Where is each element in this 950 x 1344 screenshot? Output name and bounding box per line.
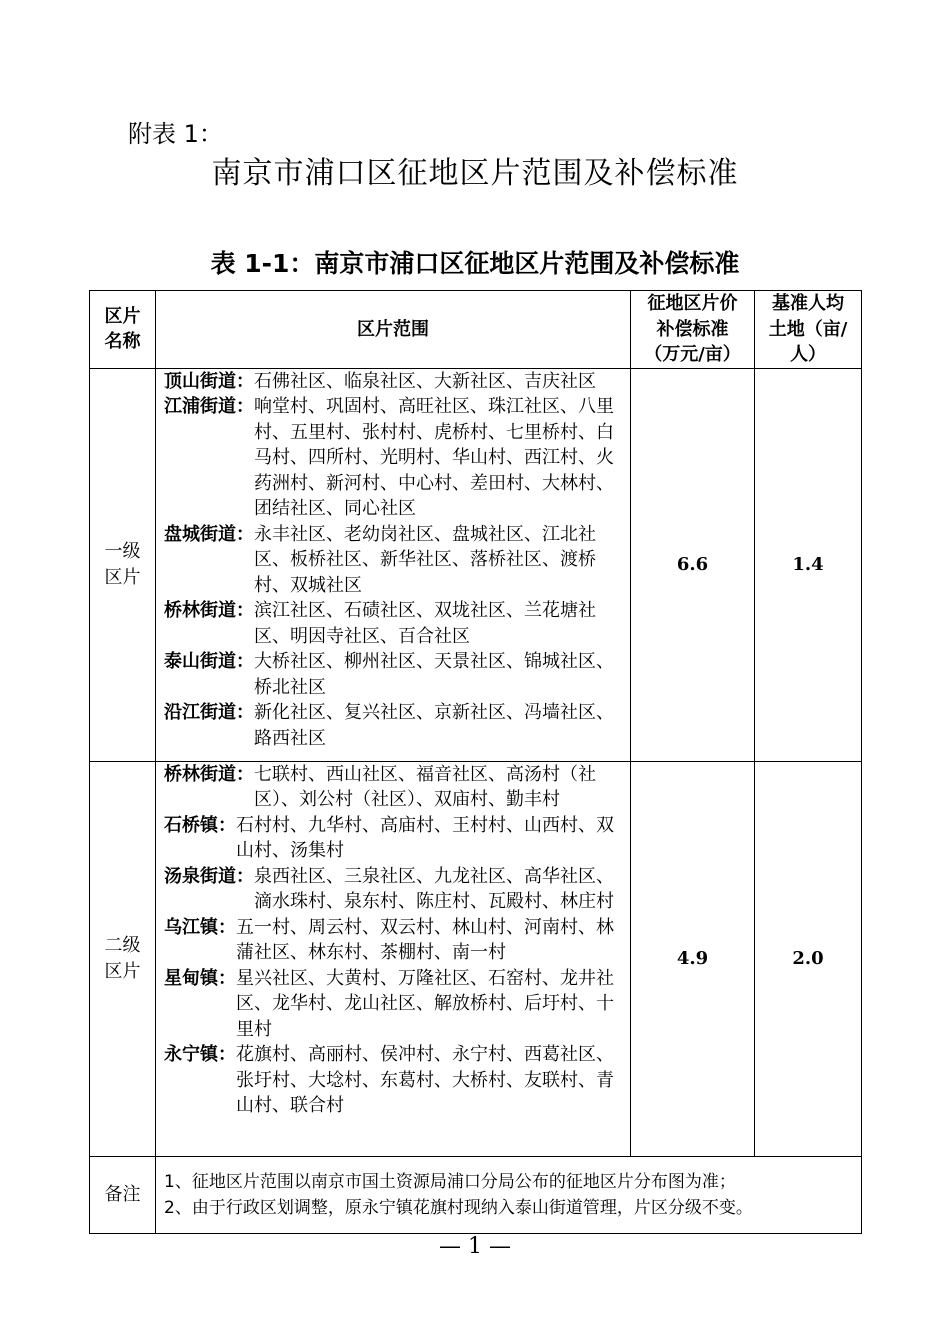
remarks-content [156,1156,862,1233]
zone-name-cell: 二级区片 [90,761,156,1156]
street-places: 永丰社区、老幼岗社区、盘城社区、江北社区、板桥社区、新华社区、落桥社区、渡桥村、双城社区 [254,523,596,596]
street-name: 江浦街道： [164,396,254,417]
street-entry [164,966,624,1043]
zone-range-cell [156,368,631,761]
zone-name-cell: 一级区片 [90,368,156,761]
compensation-value: 6.6 [631,368,755,761]
street-name: 泰山街道： [164,651,254,672]
street-places: 新化社区、复兴社区、京新社区、冯墙社区、路西社区 [254,702,614,749]
street-entry [164,394,624,522]
street-entry [164,649,624,700]
street-entry [164,522,624,599]
street-entry [164,915,624,966]
street-name: 汤泉街道： [164,865,254,887]
street-entry [164,1042,624,1119]
remarks-row [90,1156,862,1233]
street-name: 乌江镇： [164,916,236,938]
street-places: 响堂村、巩固村、高旺社区、珠江社区、八里村、五里村、张村村、虎桥村、七里桥村、白马村、四所村、光明村、华山村、西江村、火药洲村、新河村、中心村、差田村、大林村、团结社区、同心社区 [254,396,614,519]
street-entry [164,700,624,751]
remark-line: 2、由于行政区划调整，原永宁镇花旗村现纳入泰山街道管理，片区分级不变。 [164,1197,753,1218]
page-title: 南京市浦口区征地区片范围及补偿标准 [211,156,739,191]
street-entry [164,598,624,649]
street-places: 五一村、周云村、双云村、林山村、河南村、林蒲社区、林东村、茶棚村、南一村 [236,916,614,963]
street-name: 桥林街道： [164,600,254,621]
street-places: 大桥社区、柳州社区、天景社区、锦城社区、桥北社区 [254,651,614,698]
header-compensation: 征地区片价补偿标准（万元/亩） [631,291,755,369]
page-number: — 1 — [439,1234,511,1259]
street-entry [164,762,624,813]
remarks-label: 备注 [90,1156,156,1233]
street-name: 永宁镇： [164,1044,236,1065]
header-zone-name: 区片名称 [90,291,156,369]
street-entry [164,369,624,395]
street-places: 星兴社区、大黄村、万隆社区、石窑村、龙井社区、龙华村、龙山社区、解放桥村、后圩村、十里村 [236,967,614,1040]
street-places: 七联村、西山社区、福音社区、高汤村（社区）、刘公村（社区）、双庙村、勤丰村 [254,763,596,810]
compensation-table [89,290,862,1234]
street-places: 滨江社区、石碛社区、双垅社区、兰花塘社区、明因寺社区、百合社区 [254,600,596,647]
compensation-value: 4.9 [631,761,755,1156]
table-row [90,368,862,761]
street-places: 花旗村、高丽村、侯冲村、永宁村、西葛社区、张圩村、大埝村、东葛村、大桥村、友联村、青山村、联合村 [236,1044,614,1116]
street-name: 顶山街道： [164,370,254,392]
street-name: 桥林街道： [164,763,254,785]
street-name: 星甸镇： [164,967,236,989]
street-name: 沿江街道： [164,702,254,723]
header-land-per-person: 基准人均土地（亩/人） [755,291,862,369]
land-per-person-value: 2.0 [755,761,862,1156]
street-places: 泉西社区、三泉社区、九龙社区、高华社区、滴水珠村、泉东村、陈庄村、瓦殿村、林庄村 [254,865,614,912]
street-name: 石桥镇： [164,814,236,836]
remark-line: 1、征地区片范围以南京市国土资源局浦口分局公布的征地区片分布图为准； [164,1171,736,1192]
land-per-person-value: 1.4 [755,368,862,761]
street-places: 石村村、九华村、高庙村、王村村、山西村、双山村、汤集村 [236,814,614,861]
zone-range-cell [156,761,631,1156]
table-title: 表 1-1：南京市浦口区征地区片范围及补偿标准 [210,249,740,278]
street-places: 石佛社区、临泉社区、大新社区、吉庆社区 [254,370,596,392]
street-name: 盘城街道： [164,523,254,545]
table-header-row [90,291,862,369]
street-entry [164,864,624,915]
street-entry [164,813,624,864]
table-row [90,761,862,1156]
attachment-label: 附表 1： [128,120,223,148]
header-zone-range: 区片范围 [156,291,631,369]
